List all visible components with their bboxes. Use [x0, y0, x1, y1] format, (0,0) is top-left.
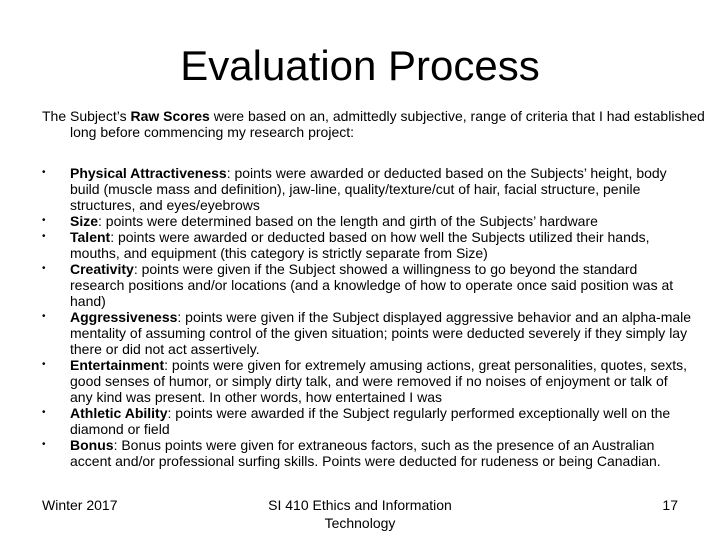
bullet-icon: • [42, 359, 46, 370]
list-item [42, 213, 692, 229]
slide-title: Evaluation Process [180, 42, 540, 89]
criterion-term: Physical Attractiveness [70, 165, 227, 181]
intro-text-start: The Subject’s [42, 108, 131, 124]
criterion-text: : points were given if the Subject showed a willingness to go beyond the standard research positions and/or locations (and a knowledge of how to operate once said position was at hand) [70, 261, 674, 309]
intro-paragraph [42, 108, 720, 140]
intro-bold-term: Raw Scores [130, 108, 210, 124]
bullet-icon: • [42, 311, 46, 322]
criteria-list [42, 165, 692, 469]
criterion-term: Athletic Ability [70, 405, 168, 421]
footer-course: SI 410 Ethics and Information Technology [268, 497, 452, 531]
footer-date: Winter 2017 [42, 497, 118, 513]
criterion-text: : points were given for extremely amusing actions, great personalities, quotes, sexts, good senses of humor, or simply dirty talk, and were removed if no noises of enjoyment or talk of any kind was present. In other words, how entertained I was [70, 357, 688, 405]
criterion-term: Aggressiveness [70, 309, 178, 325]
criterion-text: : points were given if the Subject displayed aggressive behavior and an alpha-male mentality of assuming control of the given situation; points were deducted severely if they simply lay there or did not act assertively. [70, 309, 692, 357]
criterion-term: Talent [70, 229, 111, 245]
criterion-term: Entertainment [70, 357, 165, 373]
intro-text-end: were based on an, admittedly subjective, range of criteria that I had established long before commencing my research project: [70, 108, 705, 140]
bullet-icon: • [42, 439, 46, 450]
list-item [42, 165, 692, 213]
list-item [42, 261, 692, 309]
bullet-icon: • [42, 215, 46, 226]
bullet-icon: • [42, 263, 46, 274]
bullet-icon: • [42, 167, 46, 178]
criterion-term: Bonus [70, 437, 114, 453]
list-item [42, 357, 692, 405]
list-item [42, 309, 692, 357]
criterion-term: Size [70, 213, 99, 229]
bullet-icon: • [42, 231, 46, 242]
list-item [42, 229, 692, 261]
list-item [42, 405, 692, 437]
criterion-text: : points were determined based on the length and girth of the Subjects’ hardware [98, 213, 598, 229]
criterion-text: : points were awarded if the Subject regularly performed exceptionally well on the diamond or field [70, 405, 671, 437]
footer-page-number: 17 [662, 497, 678, 513]
list-item [42, 437, 692, 469]
criterion-text: : points were awarded or deducted based on the Subjects’ height, body build (muscle mass and definition), jaw-line, quality/texture/cut of hair, facial structure, penile structures, and eyes/eyebrows [70, 165, 667, 213]
criterion-text: : Bonus points were given for extraneous factors, such as the presence of an Australian accent and/or professional surfing skills. Points were deducted for rudeness or being Canadian. [70, 437, 661, 469]
bullet-icon: • [42, 407, 46, 418]
criterion-term: Creativity [70, 261, 134, 277]
criterion-text: : points were awarded or deducted based on how well the Subjects utilized their hands, mouths, and equipment (this category is strictly separate from Size) [70, 229, 650, 261]
